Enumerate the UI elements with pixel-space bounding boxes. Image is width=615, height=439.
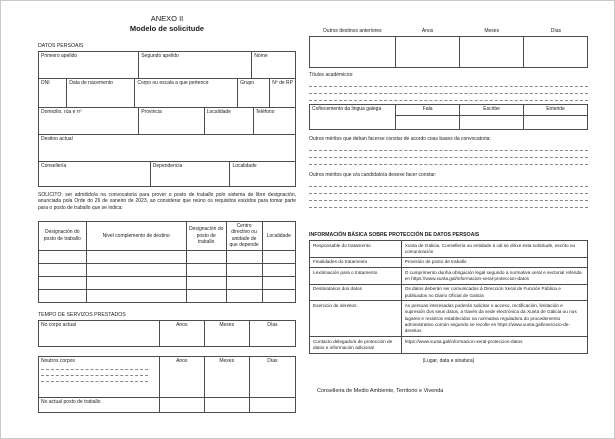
empty-cell — [186, 250, 226, 263]
section-tempo-servizos: TEMPO DE SERVIZOS PRESTADOS — [38, 311, 126, 318]
empty-cell — [460, 116, 524, 130]
field-localidade-2: Localidade — [230, 161, 296, 186]
proteccion-row-label: Contacto delegado/a de protección de datos e información adicional — [310, 337, 402, 354]
dashed-line — [309, 151, 588, 158]
proteccion-row-value: As persoas interesadas poderán solicitar o acceso, rectificación, limitación e supresión dos seus datos, a través da sede electrónica da Xunta de Galicia ou nos lugares e rexistros establecidos na normativa reguladora do procedemento administrativo común segundo se recolle en https://www.xunta.gal/exercicio-de-dereitos — [401, 301, 587, 337]
proteccion-row-value: https://www.xunta.gal/informacion-xeral-proteccion-datos — [401, 337, 587, 354]
tempo-col-anos: Anos — [159, 320, 204, 346]
dashed-line — [309, 201, 588, 208]
outros-destinos-table — [309, 36, 588, 68]
empty-cell — [86, 276, 186, 289]
solicito-paragraph: SOLICITO: ser admitido/a na convocatoria para prover o posto de traballo polo sistema de libre designación, anunciada pola Orde do 26 de xaneiro de 2023, ao considerar que reúno os requisitos esixidos para tomar parte para o posto de traballo que se indica: — [38, 191, 296, 211]
field-destino-actual: Destino actual — [39, 134, 296, 161]
dashed-line — [309, 80, 588, 87]
field-primeiro-apelido: Primeiro apelido — [39, 51, 139, 78]
empty-cell — [159, 397, 204, 412]
tempo-col-meses: Meses — [204, 356, 249, 397]
empty-cell — [262, 276, 295, 289]
posto-header-centro: Centro directivo ou unidade de que depende — [226, 221, 262, 250]
right-column — [309, 28, 588, 394]
tempo-noutros-corpos-cell — [39, 356, 160, 397]
dashed-line — [309, 158, 588, 165]
outros-destinos-col-anos: Anos — [421, 28, 434, 34]
proteccion-row-value: Provisión de posto de traballo — [401, 257, 587, 267]
proteccion-row-label: Responsable do tratamento — [310, 241, 402, 258]
lingua-col-fala: Fala — [396, 105, 460, 116]
empty-cell — [262, 289, 295, 302]
empty-cell — [262, 250, 295, 263]
field-domicilio: Domicilio, rúa e nº — [39, 107, 139, 134]
empty-cell — [226, 276, 262, 289]
empty-cell — [86, 289, 186, 302]
empty-cell — [204, 397, 249, 412]
posto-header-designacion-1: Designación do posto de traballo — [39, 221, 87, 250]
datos-row-2 — [38, 78, 296, 108]
empty-cell — [39, 276, 87, 289]
posto-header-localidade: Localidade — [262, 221, 295, 250]
dashed-line — [309, 144, 588, 151]
dashed-line — [41, 376, 148, 382]
dashed-line — [309, 87, 588, 94]
lugar-data-sinatura: (Lugar, data e sinatura) — [422, 357, 475, 364]
empty-cell — [226, 263, 262, 276]
meritos-candidato-label: Outros méritos que o/a candidato/a desexe facer constar: — [309, 172, 437, 178]
proteccion-datos-title: INFORMACIÓN BÁSICA SOBRE PROTECCIÓN DE DATOS PERSOAIS — [309, 232, 480, 238]
tempo-col-meses: Meses — [204, 320, 249, 346]
dashed-line — [309, 94, 588, 101]
lingua-galega-label: Coñecemento da lingua galega — [310, 105, 396, 130]
empty-cell — [226, 289, 262, 302]
proteccion-row-label: Lexitimación para o tratamento — [310, 268, 402, 285]
tempo-actual-posto-label: No actual posto de traballo — [39, 397, 160, 412]
posto-header-designacion-2: Designación do posto de traballo — [186, 221, 226, 250]
empty-cell — [39, 250, 87, 263]
form-subtitle: Modelo de solicitude — [129, 23, 205, 33]
posto-table — [38, 221, 296, 303]
titulos-academicos-label: Títulos académicos: — [309, 72, 354, 78]
empty-cell — [249, 397, 295, 412]
empty-cell — [86, 263, 186, 276]
meritos-bases-label: Outros méritos que deban facerse constar de acordo coas bases da convocatoria: — [309, 136, 491, 142]
empty-cell — [39, 289, 87, 302]
dashed-line — [309, 187, 588, 194]
lingua-galega-table — [309, 104, 588, 130]
proteccion-row-label: Finalidades do tratamento — [310, 257, 402, 267]
proteccion-row-label: Destinatarios dos datos — [310, 284, 402, 301]
left-column — [38, 14, 296, 413]
field-segundo-apelido: Segundo apelido — [139, 51, 252, 78]
empty-cell — [186, 289, 226, 302]
empty-cell — [262, 263, 295, 276]
lingua-col-entende: Entende — [524, 105, 588, 116]
empty-cell — [86, 250, 186, 263]
tempo-corpo-actual-table — [38, 320, 296, 347]
empty-cell — [524, 116, 588, 130]
proteccion-row-label: Exercicio de dereitos — [310, 301, 402, 337]
section-datos-persoais: DATOS PERSOAIS — [38, 42, 84, 49]
field-corpo-escala: Corpo ou escala a que pertence — [135, 78, 238, 107]
field-provincia: Provincia — [139, 107, 205, 134]
datos-row-1 — [38, 51, 296, 79]
datos-row-4 — [38, 134, 296, 162]
tempo-noutros-corpos-label: Noutros corpos — [41, 357, 75, 364]
dashed-line — [309, 194, 588, 201]
outros-destinos-col-meses: Meses — [484, 28, 500, 34]
field-dependencia: Dependencia — [150, 161, 230, 186]
field-conselleria: Consellería — [39, 161, 151, 186]
empty-cell — [186, 263, 226, 276]
tempo-col-anos: Anos — [159, 356, 204, 397]
empty-cell — [524, 37, 588, 68]
datos-row-3 — [38, 107, 296, 135]
annex-title: ANEXO II — [150, 14, 184, 23]
posto-header-nivel: Nivel complemento de destino — [86, 221, 186, 250]
outros-destinos-header — [309, 28, 588, 36]
field-dni: DNI — [39, 78, 67, 107]
destinatario-line: Conselleira de Medio Ambiente, Territorio e Vivenda — [317, 387, 444, 394]
outros-destinos-col-dias: Días — [550, 28, 562, 34]
empty-cell — [460, 37, 524, 68]
proteccion-row-value: Os datos deberán ser comunicados á Dirección Xeral de Función Pública e publicados no Diario Oficial de Galicia — [401, 284, 587, 301]
dashed-line — [309, 180, 588, 187]
proteccion-datos-table — [309, 240, 588, 354]
page-title — [38, 14, 296, 34]
field-nome: Nome — [252, 51, 296, 78]
outros-destinos-label: Outros destinos anteriores — [322, 28, 382, 34]
datos-row-5 — [38, 161, 296, 187]
field-data-nacemento: Data de nacemento — [67, 78, 135, 107]
proteccion-row-value: Xunta de Galicia. Consellería ou entidade á cal se dirixe esta solicitude, escrito ou comunicación — [401, 241, 587, 258]
tempo-col-dias: Días — [249, 320, 295, 346]
proteccion-row-value: O cumprimento dunha obrigación legal segundo a normativa xeral e sectorial referida en https://www.xunta.gal/informacion-xeral-proteccion-datos — [401, 268, 587, 285]
field-n-rp: Nº de RP — [270, 78, 296, 107]
empty-cell — [396, 37, 460, 68]
tempo-col-dias: Días — [249, 356, 295, 397]
empty-cell — [226, 250, 262, 263]
empty-cell — [186, 276, 226, 289]
lingua-col-escribe: Escribe — [460, 105, 524, 116]
empty-cell — [310, 37, 396, 68]
empty-cell — [39, 263, 87, 276]
tempo-corpo-actual-label: No corpo actual — [39, 320, 160, 346]
tempo-noutros-corpos-table — [38, 356, 296, 413]
field-telefono: Teléfono — [253, 107, 295, 134]
empty-cell — [396, 116, 460, 130]
field-grupo: Grupo — [238, 78, 270, 107]
field-localidade: Localidade — [204, 107, 253, 134]
